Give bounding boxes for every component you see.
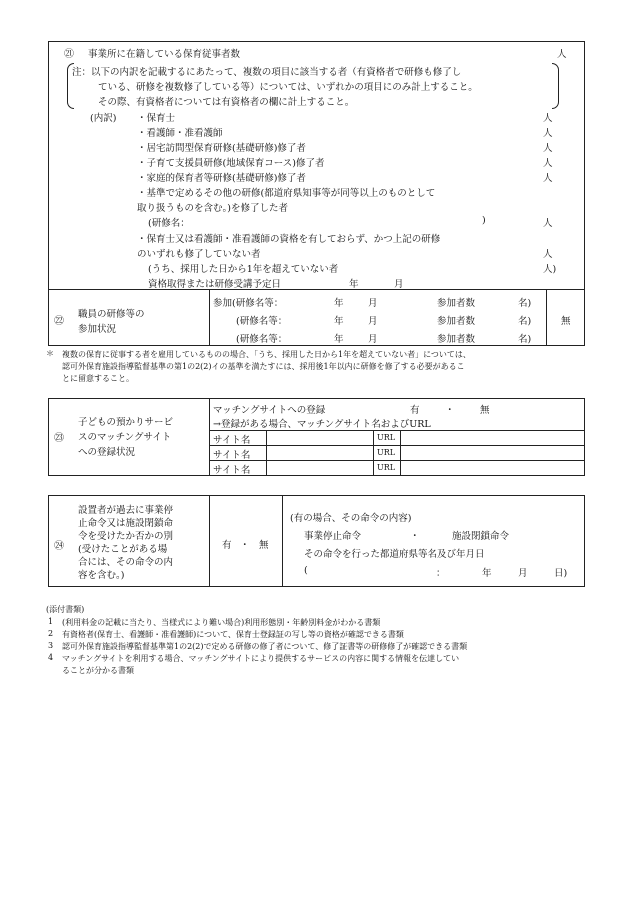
s22-row1-month: 月 (368, 298, 378, 309)
shikaku-line: 資格取得または研修受講予定日 (148, 279, 282, 290)
s23-no[interactable]: 無 (480, 405, 490, 416)
s22-row1-year: 年 (334, 298, 344, 309)
s24-close-order[interactable]: 施設閉鎖命令 (452, 531, 510, 542)
item-nashi-line-1: ・保育士又は看護師・准看護師の資格を有しておらず、かつ上記の研修 (137, 234, 441, 245)
s22-row2-count: 参加者数 (437, 316, 476, 327)
nashi-unit: 人 (543, 249, 553, 260)
s22-row3-month: 月 (368, 334, 378, 345)
s23-url-divider-left (373, 430, 374, 476)
attachment-2-text: 有資格者(保育士、看護師・准看護師)について、保育士登録証の写し等の資格が確認できる書類 (62, 630, 404, 639)
footnote-mark: ＊ (46, 349, 54, 358)
item-kyotaku: ・居宅訪問型保育研修(基礎研修)修了者 (137, 143, 306, 154)
s22-row2-year: 年 (334, 316, 344, 327)
s24-dot: ・ (240, 540, 250, 551)
kenshu-name-label: (研修名： (148, 218, 190, 229)
note-line-1: 注：以下の内訳を記載するにあたって、複数の項目に該当する者（有資格者で研修も修了し (72, 67, 462, 78)
s22-divider-right (546, 290, 547, 346)
note-bracket-right (552, 63, 559, 109)
s24-number: ㉔ (54, 541, 64, 552)
footnote-line-2: 認可外保育施設指導監督基準の第1の2(2)イの基準を満たすには、採用後1年以内に研修を修了する必要があるこ (62, 362, 465, 371)
s23-register-label: マッチングサイトへの登録 (213, 405, 326, 416)
s24-colon: ： (436, 568, 446, 579)
s22-row2-month: 月 (368, 316, 378, 327)
s24-label-3: 令を受けたか否かの別 (78, 531, 174, 542)
s23-label-2: スのマッチングサイト (78, 432, 172, 443)
s21-number: ㉑ (64, 49, 74, 60)
s21-title-unit: 人 (557, 49, 567, 60)
item-hoikushi: ・保育士 (137, 113, 176, 124)
shikaku-month: 月 (394, 279, 404, 290)
attachment-1-no: 1 (48, 617, 54, 626)
attachment-4-cont: ることが分かる書類 (62, 666, 134, 675)
attachment-3-text: 認可外保育施設指導監督基準第1の2(2)で定める研修の修了者について、修了証書等の研修修了が確認できる書類 (62, 642, 468, 651)
s24-month: 月 (518, 568, 528, 579)
attachment-3-no: 3 (48, 641, 54, 650)
footnote-line-3: とに留意すること。 (62, 374, 134, 383)
s24-divider-left (209, 495, 210, 587)
s24-day: 日) (554, 568, 568, 579)
attachments-title: (添付書類) (46, 605, 85, 614)
item-kosodate: ・子育て支援員研修(地域保育コース)修了者 (137, 158, 325, 169)
s22-row1-count: 参加者数 (437, 298, 476, 309)
s22-label-1: 職員の研修等の (78, 309, 145, 320)
note-line-2: ている、研修を複数修了している等）については、いずれかの項目にのみ計上すること。 (98, 82, 478, 93)
s23-arrow-line: →登録がある場合、マッチングサイト名およびURL (213, 419, 431, 430)
s23-label-1: 子どもの預かりサービ (78, 417, 174, 428)
s22-row3-left: (研修名等： (236, 334, 288, 345)
item-kangoshi: ・看護師・准看護師 (137, 128, 223, 139)
item-hoikushi-unit: 人 (543, 113, 553, 124)
s24-year: 年 (482, 568, 492, 579)
s22-row2-left: (研修名等： (236, 316, 288, 327)
s24-pref-line: その命令を行った都道府県等名及び年月日 (304, 549, 485, 560)
s23-number: ㉓ (54, 433, 64, 444)
s22-divider-left (209, 290, 210, 346)
item-kijun-line-2: 取り扱うものを含む。)を修了した者 (137, 203, 288, 214)
s24-yes[interactable]: 有 (222, 540, 232, 551)
uchiwake-label: (内訳) (90, 113, 117, 124)
s23-label-3: への登録状況 (78, 447, 136, 458)
s22-row1-unit: 名) (518, 298, 532, 309)
kijun-unit: 人 (543, 218, 553, 229)
shikaku-year: 年 (349, 279, 359, 290)
kenshu-name-close: ) (482, 215, 486, 226)
s22-row3-unit: 名) (518, 334, 532, 345)
s24-open-paren: ( (304, 565, 308, 576)
s23-name-divider (266, 430, 267, 476)
s23-site2-name: サイト名 (213, 450, 251, 461)
s24-label-6: 容を含む。) (78, 570, 125, 581)
s23-url-divider-right (400, 430, 401, 476)
s24-label-5: 合には、その命令の内 (78, 557, 174, 568)
attachment-2-no: 2 (48, 629, 54, 638)
item-kangoshi-unit: 人 (543, 128, 553, 139)
s23-site3-name: サイト名 (213, 465, 251, 476)
s24-right-title: (有の場合、その命令の内容) (290, 513, 412, 524)
saiyo-unit: 人) (543, 264, 557, 275)
s23-dot: ・ (445, 405, 455, 416)
s22-row1-left: 参加(研修名等： (213, 298, 284, 309)
s23-site3-url: URL (377, 463, 396, 472)
item-kyotaku-unit: 人 (543, 143, 553, 154)
s22-number: ㉒ (54, 316, 64, 327)
s23-site1-url: URL (377, 433, 396, 442)
s24-label-1: 設置者が過去に事業停 (78, 505, 174, 516)
s21-title: 事業所に在籍している保育従事者数 (88, 49, 241, 60)
s22-row3-year: 年 (334, 334, 344, 345)
item-kosodate-unit: 人 (543, 158, 553, 169)
item-kateiteki-unit: 人 (543, 173, 553, 184)
attachment-1-text: (利用料金の記載に当たり、当様式により難い場合)利用形態別・年齢別料金がわかる書類 (62, 618, 381, 627)
s23-yes[interactable]: 有 (410, 405, 420, 416)
s23-divider-left (209, 398, 210, 476)
attachment-4-text: マッチングサイトを利用する場合、マッチングサイトにより提供するサービスの内容に関する情報を伝達してい (62, 654, 460, 663)
s22-row2-unit: 名) (518, 316, 532, 327)
item-nashi-line-2: のいずれも修了していない者 (137, 249, 261, 260)
item-kateiteki: ・家庭的保育者等研修(基礎研修)修了者 (137, 173, 306, 184)
saiyo-line: (うち、採用した日から1年を超えていない者 (148, 264, 339, 275)
s24-stop-order[interactable]: 事業停止命令 (304, 531, 362, 542)
note-line-3: その際、有資格者については有資格者の欄に計上すること。 (98, 97, 355, 108)
s24-no[interactable]: 無 (259, 540, 269, 551)
s24-dot-2: ・ (410, 531, 420, 542)
s22-label-2: 参加状況 (78, 324, 117, 335)
item-kijun-line-1: ・基準で定めるその他の研修(都道府県知事等が同等以上のものとして (137, 188, 436, 199)
s23-site2-url: URL (377, 448, 396, 457)
s22-none: 無 (561, 316, 571, 327)
s24-divider-right (282, 495, 283, 587)
attachment-4-no: 4 (48, 653, 54, 662)
s22-row3-count: 参加者数 (437, 334, 476, 345)
footnote-line-1: 複数の保育に従事する者を雇用しているものの場合、「うち、採用した日から1年を超えていない者」については、 (62, 350, 471, 359)
s24-label-4: (受けたことがある場 (78, 544, 168, 555)
s24-label-2: 止命令又は施設閉鎖命 (78, 518, 174, 529)
s23-site1-name: サイト名 (213, 435, 251, 446)
